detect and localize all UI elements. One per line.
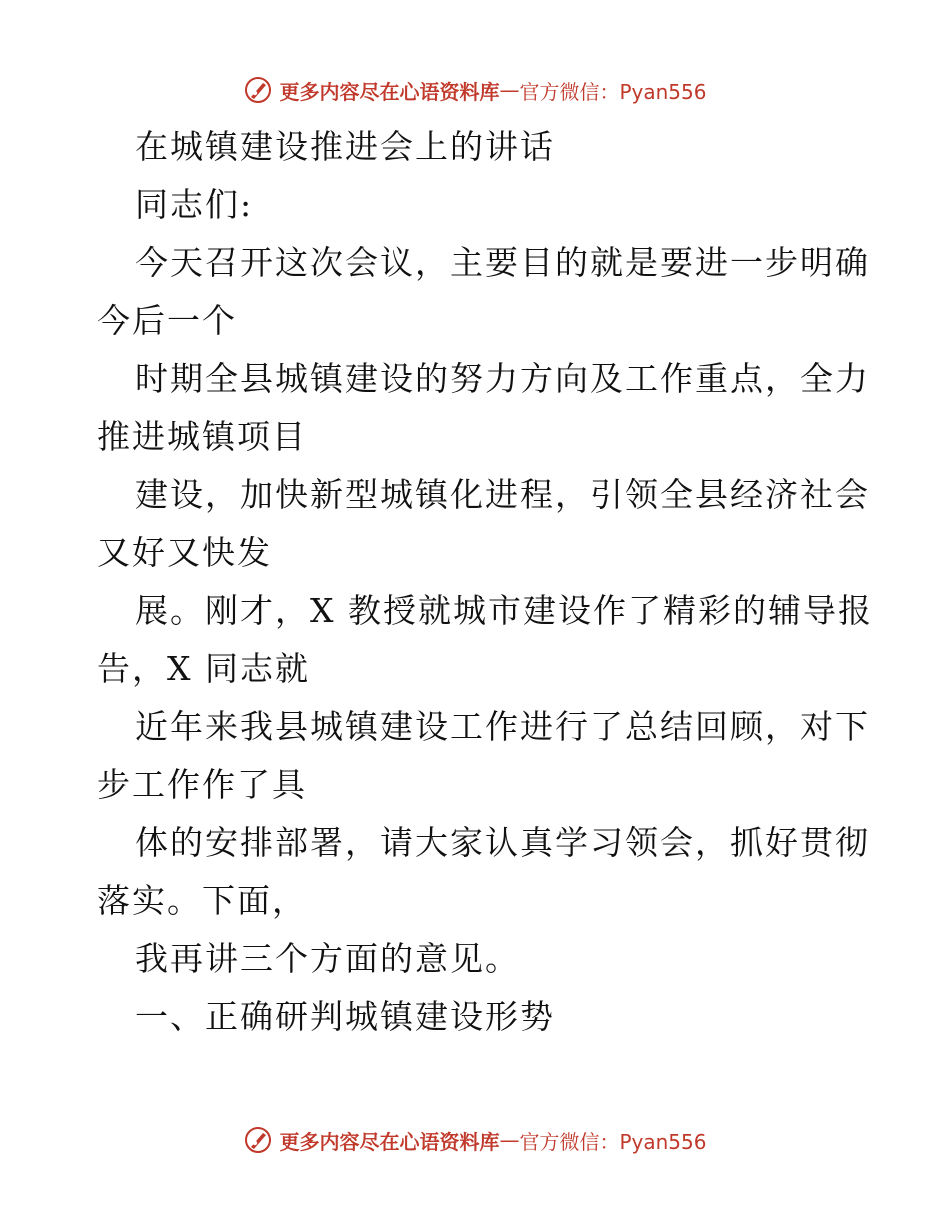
text-line: 推进城镇项目 — [97, 417, 307, 456]
text-line: 又好又快发 — [97, 533, 272, 572]
text-line: 我再讲三个方面的意见。 — [135, 939, 520, 978]
watermark-brand: 更多内容尽在心语资料库 — [279, 79, 500, 104]
watermark-separator: — — [499, 78, 520, 102]
footer-watermark — [0, 1120, 950, 1160]
text-line: 时期全县城镇建设的努力方向及工作重点，全力 — [135, 359, 870, 398]
text-line: 步工作作了具 — [97, 765, 307, 804]
text-line: 今天召开这次会议，主要目的就是要进一步明确 — [135, 243, 870, 282]
feather-pen-logo-icon — [243, 75, 273, 105]
document-body — [97, 118, 873, 1046]
section-heading: 一、正确研判城镇建设形势 — [135, 997, 555, 1036]
text-line: 展。刚才，X 教授就城市建设作了精彩的辅导报 — [135, 591, 873, 630]
watermark-contact: 官方微信：Pyan556 — [519, 79, 707, 104]
text-line: 告，X 同志就 — [97, 649, 310, 688]
feather-pen-logo-icon — [243, 1125, 273, 1155]
watermark-separator: — — [499, 1128, 520, 1152]
text-line: 建设，加快新型城镇化进程，引领全县经济社会 — [135, 475, 870, 514]
watermark-contact: 官方微信：Pyan556 — [519, 1129, 707, 1154]
text-line: 近年来我县城镇建设工作进行了总结回顾，对下 — [135, 707, 870, 746]
document-title: 在城镇建设推进会上的讲话 — [135, 127, 555, 166]
text-line: 落实。下面， — [97, 881, 307, 920]
watermark-brand: 更多内容尽在心语资料库 — [279, 1129, 500, 1154]
text-line: 体的安排部署，请大家认真学习领会，抓好贯彻 — [135, 823, 870, 862]
salutation: 同志们: — [135, 185, 254, 224]
header-watermark — [0, 70, 950, 110]
text-line: 今后一个 — [97, 301, 237, 340]
